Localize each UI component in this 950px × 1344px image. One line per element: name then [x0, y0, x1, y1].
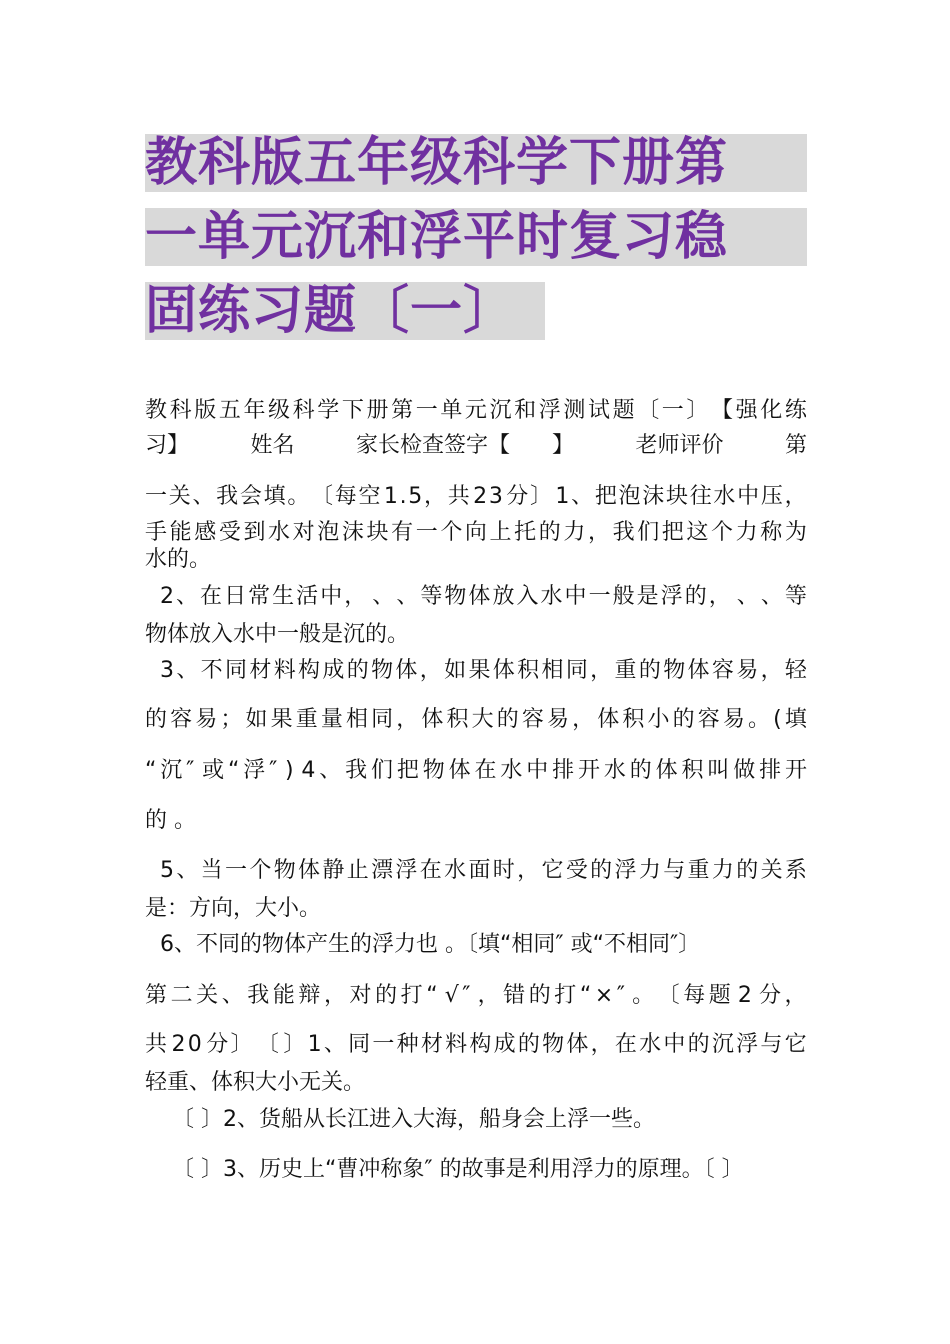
body-line-14: 6、不同的物体产生的浮力也 。〔填“相同″ 或“不相同″〕: [160, 932, 701, 957]
body-line-12: 5 、 当 一 个 物 体 静 止 漂 浮 在 水 面 时 ， 它 受 的 浮 力 与 重 力 的 关 系: [160, 858, 807, 883]
body-line-19: 〔 〕3、历史上“曹冲称象″ 的故事是利用浮力的原理。〔 〕: [172, 1157, 744, 1182]
body-line-17: 轻重、体积大小无关。: [145, 1070, 366, 1095]
parent-sign-label: 家长检查签字【 】: [356, 433, 574, 458]
body-line-13: 是：方向，大小。: [145, 896, 322, 921]
body-line-15: 第 二 关 、 我 能 辩 ， 对 的 打 “ √ ″ ， 错 的 打 “ × ″ 。 〔 每 题 2 分 ，: [145, 983, 807, 1008]
body-line-11: 的 。: [145, 808, 196, 833]
body-line-7: 物体放入水中一般是沉的。: [145, 622, 410, 647]
name-label: 姓名: [250, 433, 295, 458]
body-line-3: 一 关 、 我 会 填 。 〔 每 空 1 . 5 ， 共 2 3 分 〕 1 、 把 泡 沫 块 往 水 中 压 ，: [145, 484, 807, 509]
body-line-10: “ 沉 ″ 或 “ 浮 ″ ) 4 、 我 们 把 物 体 在 水 中 排 开 水 的 体 积 叫 做 排 开: [145, 758, 807, 783]
section-label: 习】: [145, 433, 190, 458]
title-line-3: 固练习题〔一〕: [145, 282, 545, 340]
body-line-18: 〔 〕2、货船从长江进入大海，船身会上浮一些。: [172, 1107, 655, 1132]
line-end-text: 第: [784, 433, 807, 458]
title-line-1: 教科版五年级科学下册第: [145, 134, 807, 192]
body-line-5: 水的。: [145, 547, 212, 572]
teacher-eval-label: 老师评价: [635, 433, 724, 458]
body-line-1: 教 科 版 五 年 级 科 学 下 册 第 一 单 元 沉 和 浮 测 试 题 〔 一 〕 【 强 化 练: [145, 398, 807, 423]
body-line-6: 2 、 在 日 常 生 活 中 ， 、 、 等 物 体 放 入 水 中 一 般 是 浮 的 ， 、 、 等: [160, 584, 807, 609]
body-line-8: 3 、 不 同 材 料 构 成 的 物 体 ， 如 果 体 积 相 同 ， 重 的 物 体 容 易 ， 轻: [160, 658, 807, 683]
body-line-9: 的 容 易 ； 如 果 重 量 相 同 ， 体 积 大 的 容 易 ， 体 积 小 的 容 易 。 ( 填: [145, 707, 807, 732]
body-line-4: 手 能 感 受 到 水 对 泡 沫 块 有 一 个 向 上 托 的 力 ， 我 们 把 这 个 力 称 为: [145, 520, 807, 545]
title-line-2: 一单元沉和浮平时复习稳: [145, 208, 807, 266]
body-line-2: [145, 431, 807, 461]
body-line-16: 共 2 0 分 〕 〔 〕 1 、 同 一 种 材 料 构 成 的 物 体 ， 在 水 中 的 沉 浮 与 它: [145, 1032, 807, 1057]
